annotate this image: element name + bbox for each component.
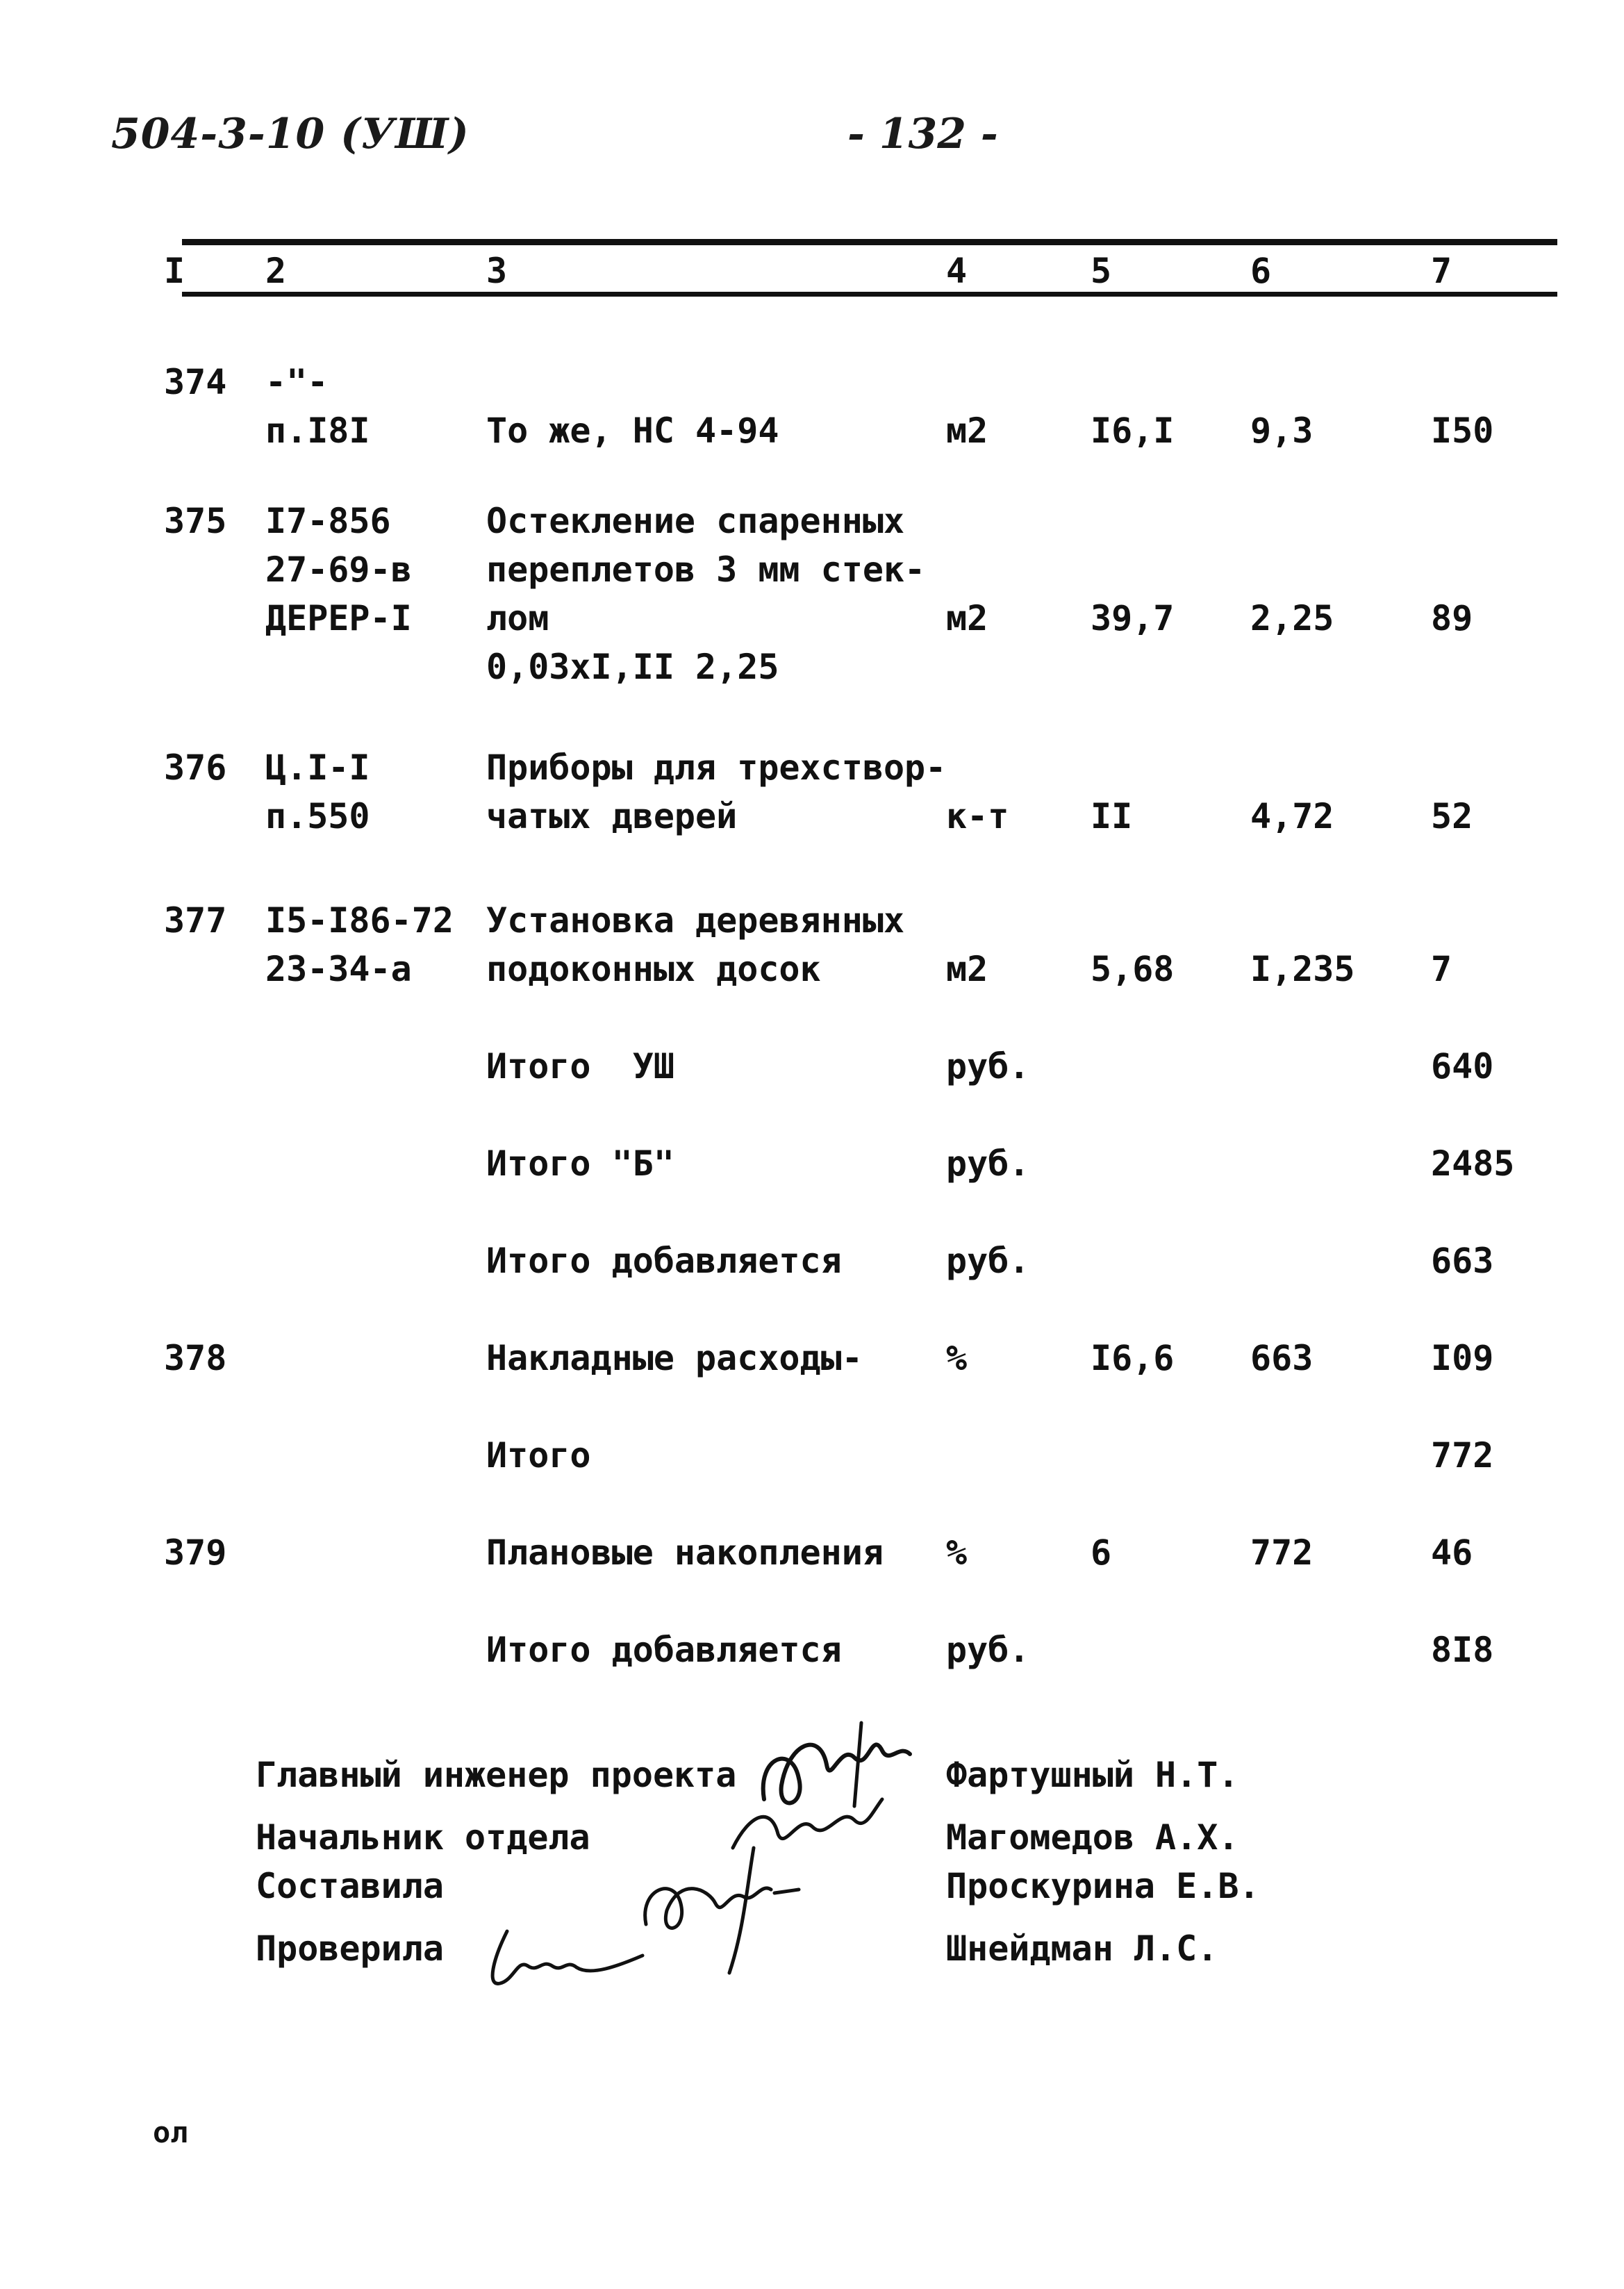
row-unit: м2: [946, 411, 988, 451]
row-quantity: 6: [1091, 1532, 1112, 1573]
row-reference: -"-: [265, 362, 329, 402]
row-unit: руб.: [946, 1143, 1030, 1184]
row-description: То же, НС 4-94: [486, 411, 779, 451]
row-description: Плановые накопления: [486, 1532, 884, 1573]
row-number: 377: [164, 900, 227, 941]
column-header-1: I: [164, 251, 185, 291]
row-number: 375: [164, 501, 227, 541]
page-number: - 132 -: [847, 110, 998, 158]
row-unit-price: 9,3: [1250, 411, 1314, 451]
row-description: чатых дверей: [486, 796, 738, 836]
row-description: Итого "Б": [486, 1143, 674, 1184]
row-quantity: 5,68: [1091, 949, 1175, 989]
row-unit-price: 772: [1250, 1532, 1314, 1573]
row-total: 772: [1431, 1435, 1494, 1476]
row-unit-price: 663: [1250, 1338, 1314, 1378]
footer-mark: ол: [153, 2115, 188, 2149]
row-unit: м2: [946, 598, 988, 638]
row-total: 8I8: [1431, 1630, 1494, 1670]
signatory-name: Шнейдман Л.С.: [946, 1928, 1218, 1969]
row-reference: 27-69-в: [265, 549, 412, 590]
signature-role: Проверила: [256, 1928, 444, 1969]
signatory-name: Проскурина Е.В.: [946, 1866, 1260, 1906]
signatory-name: Фартушный Н.Т.: [946, 1755, 1239, 1795]
signatory-name: Магомедов А.Х.: [946, 1817, 1239, 1858]
document-code: 504-3-10 (УШ): [111, 110, 470, 158]
row-number: 378: [164, 1338, 227, 1378]
row-reference: Ц.I-I: [265, 747, 370, 788]
row-quantity: 39,7: [1091, 598, 1175, 638]
row-number: 376: [164, 747, 227, 788]
row-unit-price: 2,25: [1250, 598, 1334, 638]
signature-checker: [479, 1917, 653, 1994]
row-description: Приборы для трехствор-: [486, 747, 947, 788]
row-reference: ДЕРЕР-I: [265, 598, 412, 638]
signature-role: Начальник отдела: [256, 1817, 590, 1858]
row-description: 0,03хI,II 2,25: [486, 647, 779, 687]
row-unit: %: [946, 1338, 968, 1378]
table-header-rule: [182, 292, 1557, 297]
row-unit: к-т: [946, 796, 1009, 836]
column-header-6: 6: [1250, 251, 1272, 291]
row-description: Остекление спаренных: [486, 501, 905, 541]
row-number: 379: [164, 1532, 227, 1573]
column-header-2: 2: [265, 251, 287, 291]
row-quantity: II: [1091, 796, 1133, 836]
row-reference: п.550: [265, 796, 370, 836]
row-total: I50: [1431, 411, 1494, 451]
row-description: Итого добавляется: [486, 1241, 842, 1281]
row-description: Итого УШ: [486, 1046, 674, 1086]
row-quantity: I6,I: [1091, 411, 1175, 451]
row-unit-price: I,235: [1250, 949, 1355, 989]
row-quantity: I6,6: [1091, 1338, 1175, 1378]
table-top-rule: [182, 239, 1557, 245]
row-total: 89: [1431, 598, 1473, 638]
row-unit: руб.: [946, 1046, 1030, 1086]
row-total: 46: [1431, 1532, 1473, 1573]
row-number: 374: [164, 362, 227, 402]
row-description: лом: [486, 598, 549, 638]
row-reference: п.I8I: [265, 411, 370, 451]
row-description: переплетов 3 мм стек-: [486, 549, 926, 590]
signature-role: Главный инженер проекта: [256, 1755, 737, 1795]
row-description: Итого: [486, 1435, 591, 1476]
row-unit-price: 4,72: [1250, 796, 1334, 836]
row-description: Итого добавляется: [486, 1630, 842, 1670]
row-unit: %: [946, 1532, 968, 1573]
row-total: I09: [1431, 1338, 1494, 1378]
row-unit: руб.: [946, 1630, 1030, 1670]
column-header-4: 4: [946, 251, 968, 291]
column-header-5: 5: [1091, 251, 1112, 291]
row-description: Накладные расходы-: [486, 1338, 863, 1378]
row-unit: м2: [946, 949, 988, 989]
row-total: 52: [1431, 796, 1473, 836]
column-header-7: 7: [1431, 251, 1452, 291]
column-header-3: 3: [486, 251, 508, 291]
row-reference: I7-856: [265, 501, 391, 541]
row-total: 7: [1431, 949, 1452, 989]
row-reference: I5-I86-72: [265, 900, 454, 941]
row-total: 663: [1431, 1241, 1494, 1281]
row-total: 640: [1431, 1046, 1494, 1086]
signature-role: Составила: [256, 1866, 444, 1906]
row-total: 2485: [1431, 1143, 1515, 1184]
row-reference: 23-34-а: [265, 949, 412, 989]
row-description: подоконных досок: [486, 949, 821, 989]
row-description: Установка деревянных: [486, 900, 905, 941]
row-unit: руб.: [946, 1241, 1030, 1281]
